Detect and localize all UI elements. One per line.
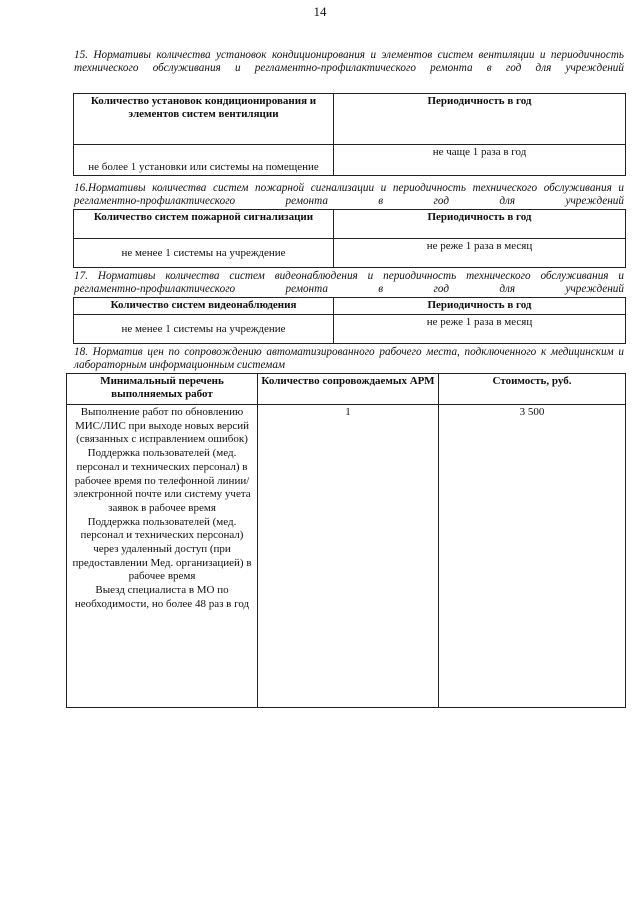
table-17-header-quantity: Количество систем видеонаблюдения: [74, 298, 334, 315]
table-16-cell-periodicity: не реже 1 раза в месяц: [334, 239, 626, 268]
table-16-header-quantity: Количество систем пожарной сигнализации: [74, 210, 334, 239]
table-17-cell-periodicity: не реже 1 раза в месяц: [334, 315, 626, 344]
work-item-onsite-visit: Выезд специалиста в МО по необходимости, но более 48 раз в год: [74, 584, 250, 610]
section-17-heading: 17. Нормативы количества систем видеонаблюдения и периодичность технического обслуживания и регламентно-профилактического ремонта в год для учреждений: [74, 270, 624, 296]
table-16-header-periodicity: Периодичность в год: [334, 210, 626, 239]
work-item-phone-support: Поддержка пользователей (мед. персонал и технических персонал) в рабочее время по телефонной линии/электронной почте или систему учета заявок в рабочее время: [73, 447, 251, 514]
section-15-heading: 15. Нормативы количества установок кондиционирования и элементов систем вентиляции и периодичность технического обслуживания и регламентно-профилактического ремонта в год для учреждений: [74, 49, 624, 75]
table-18-cell-works: [67, 405, 258, 708]
section-16-heading: 16.Нормативы количества систем пожарной сигнализации и периодичность технического обслуживания и регламентно-профилактического ремонта в год для учреждений: [74, 182, 624, 208]
page-number: 14: [313, 4, 327, 19]
work-item-updates: Выполнение работ по обновлению МИС/ЛИС при выходе новых версий (связанных с исправлением ошибок): [74, 406, 250, 446]
table-15-header-periodicity: Периодичность в год: [334, 94, 626, 145]
table-17: [73, 297, 626, 344]
table-17-header-periodicity: Периодичность в год: [334, 298, 626, 315]
table-18-cell-count: 1: [258, 405, 439, 708]
table-15-header-quantity: Количество установок кондиционирования и элементов систем вентиляции: [74, 94, 334, 145]
table-15-cell-periodicity: не чаще 1 раза в год: [334, 145, 626, 176]
section-18-heading: 18. Норматив цен по сопровождению автоматизированного рабочего места, подключенного к медицинским и лабораторным информационным системам: [74, 346, 624, 372]
table-15-cell-quantity: не более 1 установки или системы на помещение: [74, 145, 334, 176]
work-item-remote-support: Поддержка пользователей (мед. персонал и технических персонал) через удаленный доступ (при предоставлении Мед. организацией) в рабочее время: [72, 515, 252, 583]
table-17-cell-quantity: не менее 1 системы на учреждение: [74, 315, 334, 344]
table-18-header-price: Стоимость, руб.: [439, 374, 626, 405]
table-16: [73, 209, 626, 268]
table-18-header-count: Количество сопровождаемых АРМ: [258, 374, 439, 405]
table-18-header-works: Минимальный перечень выполняемых работ: [67, 374, 258, 405]
table-15: [73, 93, 626, 176]
table-18-cell-price: 3 500: [439, 405, 626, 708]
table-16-cell-quantity: не менее 1 системы на учреждение: [74, 239, 334, 268]
table-18: [66, 373, 626, 708]
